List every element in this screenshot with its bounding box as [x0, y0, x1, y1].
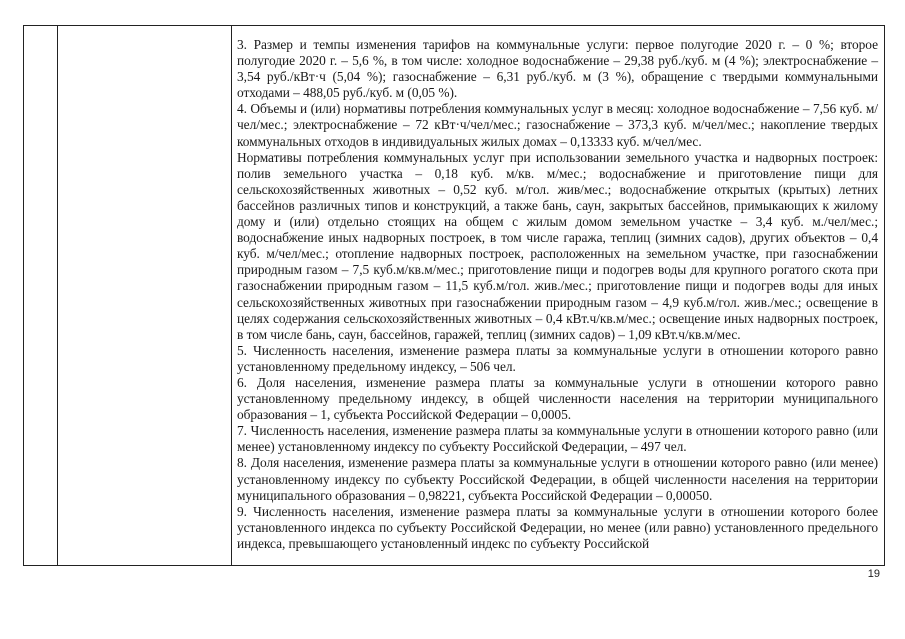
paragraph-population-limit-index: 5. Численность населения, изменение размера платы за коммунальные услуги в отношении которого равно установленному предельному индексу, – 506 чел. [237, 342, 878, 374]
table-column-content [232, 26, 884, 565]
document-table [23, 25, 885, 566]
paragraph-population-regional-index: 7. Численность населения, изменение размера платы за коммунальные услуги в отношении которого равно (или менее) установленному индексу по субъекту Российской Федерации, – 497 чел. [237, 423, 878, 455]
paragraph-land-plot-norms: Нормативы потребления коммунальных услуг при использовании земельного участка и надворных построек: полив земельного участка – 0,18 куб. м/кв. м/мес.; водоснабжение и приготовление пищи для сельскохозяйственных животных – 0,52 куб. м/гол. жив/мес.; водоснабжение открытых (крытых) летних бассейнов различных типов и конструкций, а также бань, саун, закрытых бассейнов, примыкающих к жилому дому и (или) отдельно стоящих на общем с жилым домом земельном участке – 3,4 куб. м./чел/мес.; водоснабжение иных надворных построек, в том числе гаража, теплиц (зимних садов), других объектов – 0,4 куб. м/чел/мес.; отопление надворных построек, расположенных на земельном участке, при газоснабжении природным газом – 7,5 куб.м/кв.м/мес.; приготовление пищи и подогрев воды для крупного рогатого скота при газоснабжении природным газом – 11,5 куб.м/гол. жив./мес.; приготовление пищи и подогрев воды для иных сельскохозяйственных животных при газоснабжении природным газом – 4,9 куб.м/гол. жив./мес.; освещение в целях содержания сельскохозяйственных животных – 0,4 кВт.ч/кв.м/мес.; освещение иных надворных построек, в том числе бань, саун, бассейнов, гаражей, теплиц (зимних садов) – 1,09 кВт.ч/кв.м/мес. [237, 149, 878, 342]
page-number: 19 [867, 568, 880, 580]
paragraph-share-regional-index: 8. Доля населения, изменение размера платы за коммунальные услуги в отношении которого равно (или менее) установленному индексу по субъекту Российской Федерации, в общей численности населения на территории муниципального образования – 0,98221, субъекта Российской Федерации – 0,00050. [237, 455, 878, 503]
paragraph-tariffs: 3. Размер и темпы изменения тарифов на коммунальные услуги: первое полугодие 2020 г. – 0 %; второе полугодие 2020 г. – 5,6 %, в том числе: холодное водоснабжение – 29,38 руб./куб. м (4 %); электроснабжение – 3,54 руб./кВт·ч (5,04 %); газоснабжение – 6,31 руб./куб. м (3 %), обращение с твердыми коммунальными отходами – 488,05 руб./куб. м (0,05 %). [237, 37, 878, 101]
paragraph-population-above-index: 9. Численность населения, изменение размера платы за коммунальные услуги в отношении которого более установленного индекса по субъекту Российской Федерации, но менее (или равно) установленного предельного индекса, превышающего установленный индекс по субъекту Российской [237, 503, 878, 551]
paragraph-share-limit-index: 6. Доля населения, изменение размера платы за коммунальные услуги в отношении которого равно установленному предельному индексу, в общей численности населения на территории муниципального образования – 1, субъекта Российской Федерации – 0,0005. [237, 374, 878, 423]
table-column-number [24, 26, 58, 565]
paragraph-consumption-volumes: 4. Объемы и (или) нормативы потребления коммунальных услуг в месяц: холодное водоснабжение – 7,56 куб. м/чел/мес.; электроснабжение – 72 кВт·ч/чел/мес.; газоснабжение – 373,3 куб. м/чел/мес.; накопление твердых коммунальных отходов в индивидуальных жилых домах – 0,13333 куб. м/чел/мес. [237, 101, 878, 149]
table-column-name [58, 26, 232, 565]
